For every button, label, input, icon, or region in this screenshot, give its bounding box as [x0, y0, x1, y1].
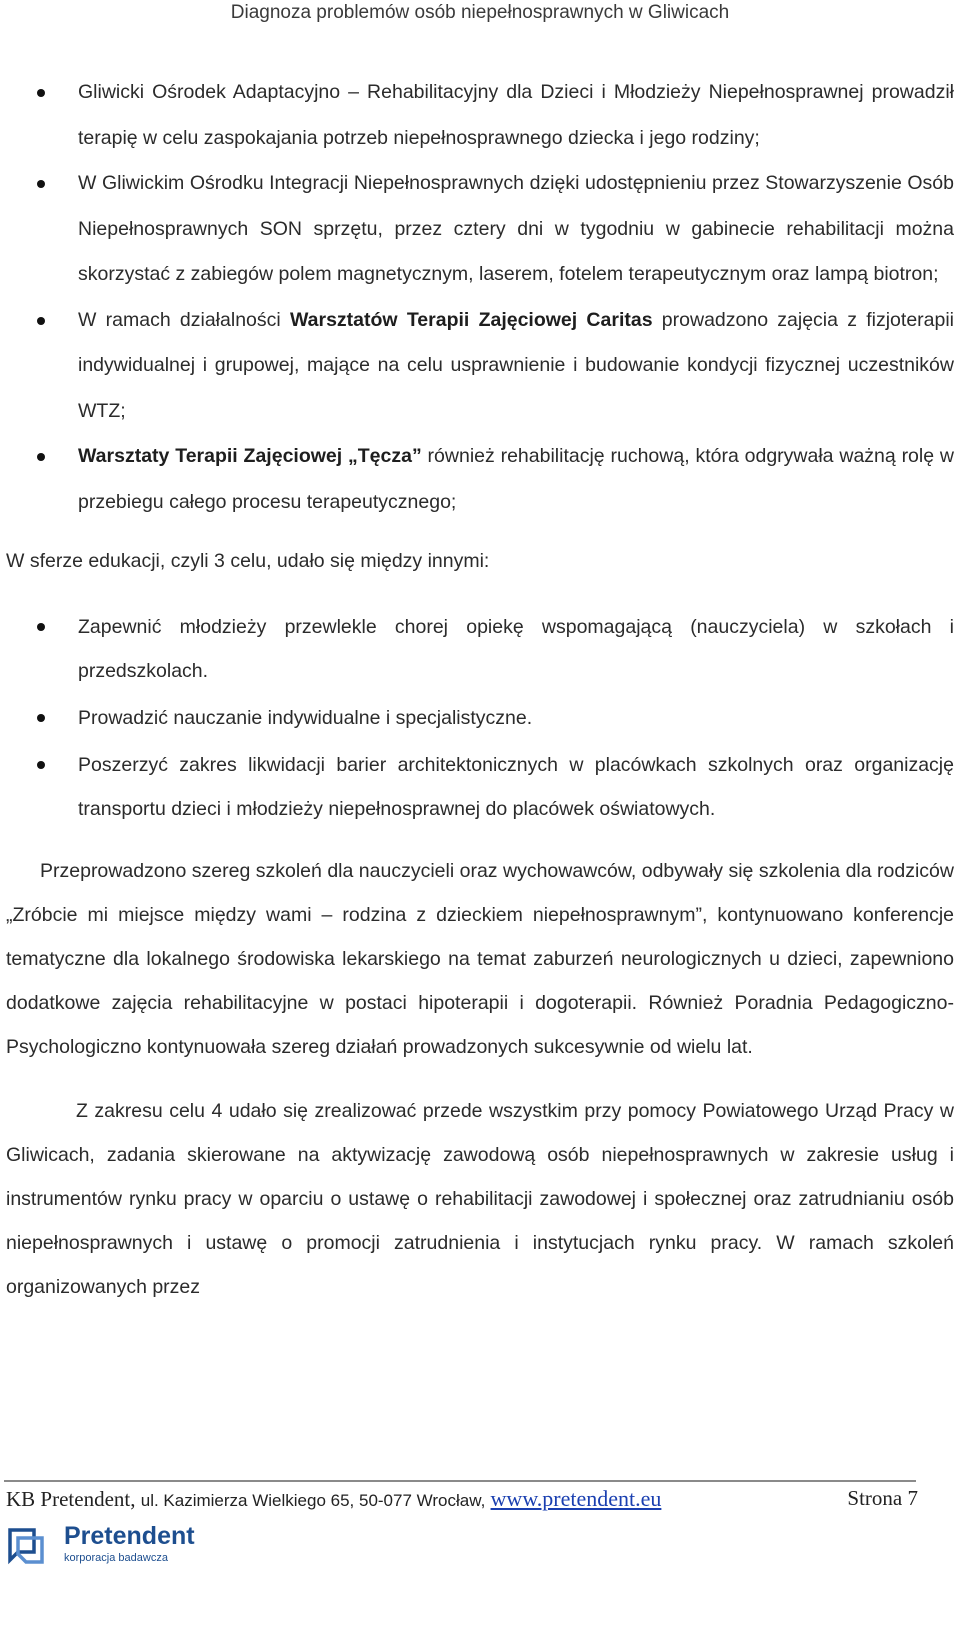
bullet-icon [37, 714, 45, 722]
logo-name: Pretendent [64, 1522, 195, 1550]
bold-text: Warsztaty Terapii Zajęciowej „Tęcza” [78, 445, 422, 467]
list-item-text: W Gliwickim Ośrodku Integracji Niepełnosprawnych dzięki udostępnieniu przez Stowarzyszenie Osób Niepełnosprawnych SON sprzętu, przez cztery dni w tygodniu w gabinecie rehabilitacji można skorzystać z zabiegów polem magnetycznym, laserem, fotelem terapeutycznym oraz lampą biotron; [78, 172, 954, 285]
bold-text: Warsztatów Terapii Zajęciowej Caritas [289, 308, 653, 331]
list-item-text: W ramach działalności [78, 308, 290, 331]
footer-divider [4, 1480, 916, 1482]
bullet-icon [37, 317, 45, 325]
document-body [6, 70, 954, 1309]
bullet-icon [37, 180, 45, 188]
list-item [6, 70, 954, 161]
section-intro: W sferze edukacji, czyli 3 celu, udało się między innymi: [6, 550, 490, 572]
paragraph-trainings: Przeprowadzono szereg szkoleń dla nauczycieli oraz wychowawców, odbywały się szkolenia dla rodziców „Zróbcie mi miejsce między wami – rodzina z dzieckiem niepełnosprawnym”, kontynuowano konferencje tematyczne dla lokalnego środowiska lekarskiego na temat zaburzeń neurologicznych u dzieci, zapewniono dodatkowe zajęcia rehabilitacyjne w postaci hipoterapii i dogoterapii. Również Poradnia Pedagogiczno-Psychologiczno kontynuowała szereg działań prowadzonych sukcesywnie od wielu lat. [6, 860, 954, 1058]
company-logo [4, 1520, 204, 1568]
list-item [6, 434, 954, 525]
footer-address: ul. Kazimierza Wielkiego 65, 50-077 Wrocław, [140, 1491, 486, 1510]
bullet-list-rehabilitation [6, 70, 954, 525]
page-footer [6, 1486, 918, 1518]
footer-url-link[interactable]: www.pretendent.eu [490, 1486, 662, 1511]
paragraph-employment: Z zakresu celu 4 udało się zrealizować przede wszystkim przy pomocy Powiatowego Urząd Pracy w Gliwicach, zadania skierowane na aktywizację zawodową osób niepełnosprawnych w zakresie usług i instrumentów rynku pracy w oparciu o ustawę o rehabilitacji zawodowej i społecznej oraz zatrudnianiu osób niepełnosprawnych i ustawę o promocji zatrudnienia i instytucjach rynku pracy. W ramach szkoleń organizowanych przez [6, 1100, 954, 1298]
bullet-icon [37, 89, 45, 97]
page-number: Strona 7 [847, 1486, 918, 1510]
list-item [6, 743, 954, 831]
logo-tagline: korporacja badawcza [64, 1552, 168, 1564]
list-item-text: Gliwicki Ośrodek Adaptacyjno – Rehabilitacyjny dla Dzieci i Młodzieży Niepełnosprawnej prowadził terapię w celu zaspokajania potrzeb niepełnosprawnego dziecka i jego rodziny; [78, 81, 954, 149]
footer-company: KB Pretendent, [6, 1487, 136, 1511]
list-item [6, 696, 954, 740]
bullet-icon [37, 453, 45, 461]
list-item-text: również rehabilitację ruchową, która odgrywała ważną rolę w przebiegu całego procesu terapeutycznego; [78, 445, 955, 513]
list-item [6, 605, 954, 693]
pretendent-logo-icon [4, 1524, 48, 1566]
bullet-icon [37, 623, 45, 631]
page-header [0, 0, 960, 24]
footer-info [6, 1486, 661, 1512]
list-item-text: Poszerzyć zakres likwidacji barier architektonicznych w placówkach szkolnych oraz organizację transportu dzieci i młodzieży niepełnosprawnej do placówek oświatowych. [78, 754, 954, 820]
list-item [6, 161, 954, 298]
list-item-text: prowadzono zajęcia z fizjoterapii indywidualnej i grupowej, mające na celu usprawnienie i budowanie kondycji fizycznej uczestników WTZ; [78, 308, 955, 422]
list-item-text: Prowadzić nauczanie indywidualne i specjalistyczne. [78, 707, 533, 729]
document-title: Diagnoza problemów osób niepełnosprawnych w Gliwicach [230, 2, 730, 23]
bullet-icon [37, 761, 45, 769]
list-item [6, 298, 954, 435]
list-item-text: Zapewnić młodzieży przewlekle chorej opiekę wspomagającą (nauczyciela) w szkołach i przedszkolach. [78, 616, 954, 682]
bullet-list-education [6, 605, 954, 831]
